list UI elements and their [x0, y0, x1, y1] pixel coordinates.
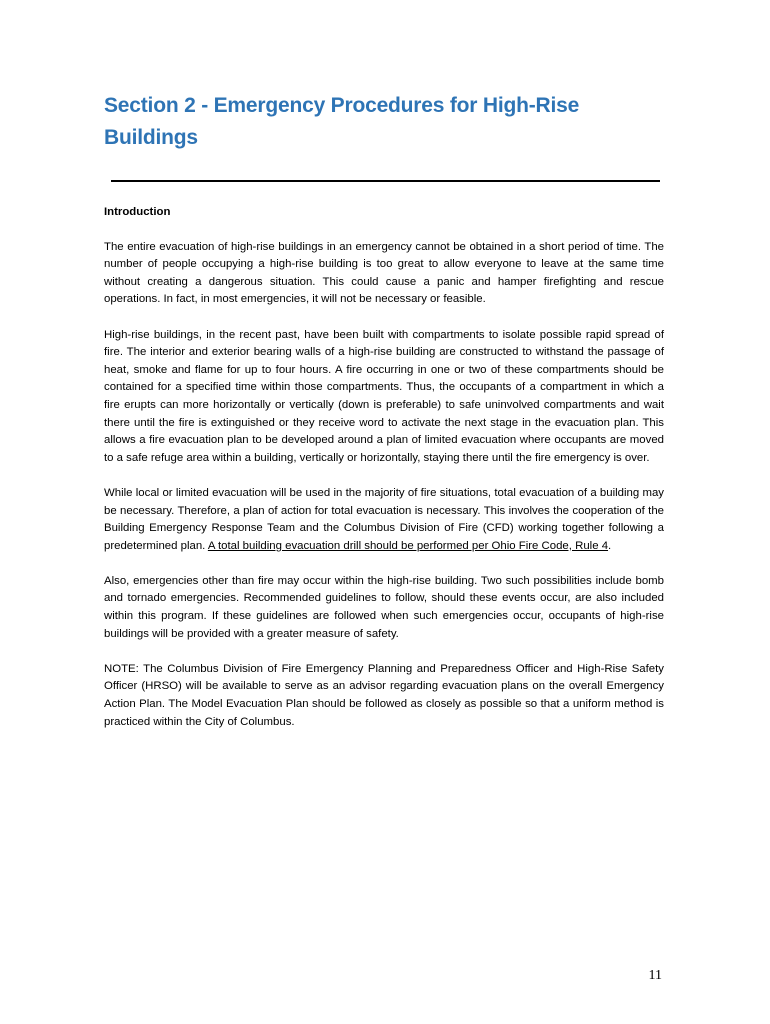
section-title: Section 2 - Emergency Procedures for High-Rise Buildings: [104, 94, 580, 149]
paragraph-total-evacuation: [104, 485, 664, 555]
paragraph-evacuation-overview: The entire evacuation of high-rise buildings in an emergency cannot be obtained in a short period of time. The number of people occupying a high-rise building is too great to allow everyone to leave at the same time without creating a dangerous situation. This could cause a panic and hamper firefighting and rescue operations. In fact, in most emergencies, it will not be necessary or feasible.: [104, 240, 664, 306]
title-divider: [111, 180, 660, 182]
paragraph-compartments: High-rise buildings, in the recent past, have been built with compartments to isolate possible rapid spread of fire. The interior and exterior bearing walls of a high-rise building are constructed to withstand the passage of heat, smoke and flame for up to four hours. A fire occurring in one or two of these compartments should be contained for a specified time within those compartments. Thus, the occupants of a compartment in which a fire erupts can more horizontally or vertically (down is preferable) to safe uninvolved compartments and wait there until the fire is extinguished or they receive word to activate the next stage in the evacuation plan. This allows a fire evacuation plan to be developed around a plan of limited evacuation where occupants are moved to a safe refuge area within a building, vertically or horizontally, staying there until the fire emergency is over.: [104, 328, 664, 464]
paragraph-other-emergencies: Also, emergencies other than fire may occur within the high-rise building. Two such possibilities include bomb and tornado emergencies. Recommended guidelines to follow, should these events occur, are also included within this program. If these guidelines are followed when such emergencies occur, occupants of high-rise buildings will be provided with a greater measure of safety.: [104, 574, 664, 640]
drill-requirement-text: A total building evacuation drill should be performed per Ohio Fire Code, Rule 4: [207, 539, 609, 552]
document-body: [104, 204, 664, 749]
introduction-heading: Introduction: [104, 206, 171, 218]
paragraph-total-evacuation-end: .: [608, 539, 612, 552]
paragraph-total-evacuation-text: While local or limited evacuation will be used in the majority of fire situations, total evacuation of a building may be necessary. Therefore, a plan of action for total evacuation is necessary. This involves the cooperation of the Building Emergency Response Team and the Columbus Division of Fire (CFD) working together following a predetermined plan.: [104, 486, 664, 552]
paragraph-note: NOTE: The Columbus Division of Fire Emergency Planning and Preparedness Officer and High-Rise Safety Officer (HRSO) will be available to serve as an advisor regarding evacuation plans on the overall Emergency Action Plan. The Model Evacuation Plan should be followed as closely as possible so that a uniform method is practiced within the City of Columbus.: [104, 662, 664, 728]
page-number: 11: [648, 968, 662, 983]
